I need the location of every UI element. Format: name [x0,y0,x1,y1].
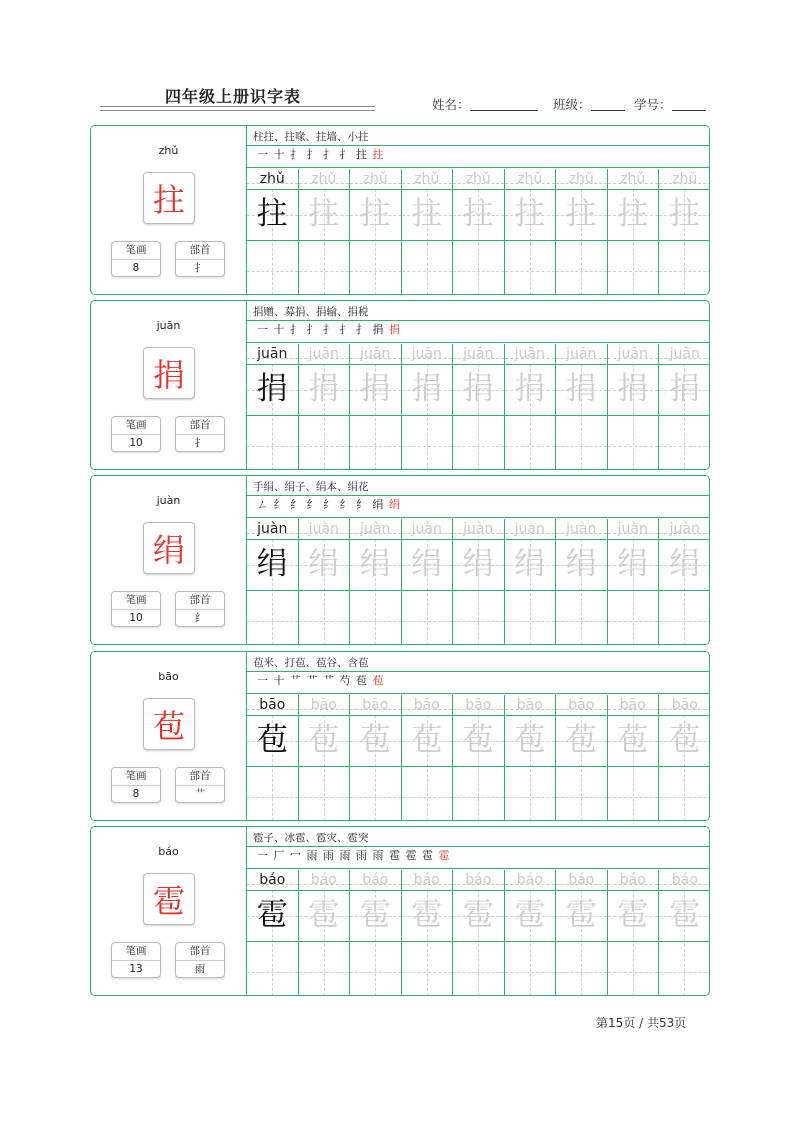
practice-pinyin: zhǔ [414,171,440,187]
example-words: 捐赠、募捐、捐输、捐税 [253,306,369,318]
practice-char: 雹 [617,897,649,933]
practice-pinyin: bāo [671,697,698,713]
stroke-count-label: 笔画 [112,592,160,610]
practice-cell[interactable] [505,695,557,821]
stroke-order-steps: ㄥ 纟 纟 纟 纟 纟 纟 绢 [257,498,385,511]
stroke-count-value: 8 [132,788,140,800]
practice-pinyin: juān [566,346,597,362]
practice-char: 拄 [514,196,546,232]
practice-cell[interactable] [659,519,710,645]
stroke-order [257,672,384,688]
practice-grid [247,169,710,295]
practice-pinyin: bāo [259,697,286,713]
practice-pinyin: báo [568,872,595,888]
practice-cell[interactable] [453,344,505,470]
radical-label: 部首 [176,768,224,786]
practice-grid [247,519,710,645]
practice-char: 绢 [617,546,649,582]
char-pinyin: juān [156,319,181,332]
name-field [432,95,538,113]
practice-char: 绢 [411,546,443,582]
practice-cell[interactable] [659,870,710,996]
char-pinyin: bāo [158,670,179,683]
practice-panel [247,126,709,294]
practice-pinyin: bāo [413,697,440,713]
practice-cell[interactable] [402,169,454,295]
practice-cell[interactable] [608,519,660,645]
practice-pinyin: báo [362,872,389,888]
char-display: 雹 [143,873,195,925]
practice-pinyin: bāo [465,697,492,713]
stroke-count-value: 8 [132,262,140,274]
practice-char: 拄 [411,196,443,232]
practice-pinyin: zhǔ [672,171,698,187]
stroke-order [257,321,401,337]
practice-pinyin: zhǔ [311,171,337,187]
stroke-count-label: 笔画 [112,768,160,786]
practice-pinyin: zhǔ [362,171,388,187]
stroke-order-steps: 一 厂 冖 雨 雨 雨 雨 雨 雹 雹 雹 [257,849,434,862]
practice-char: 苞 [669,722,701,758]
practice-char: 雹 [308,897,340,933]
practice-char: 捐 [617,371,649,407]
example-words: 苞米、打苞、苞谷、含苞 [253,657,369,669]
practice-char: 捐 [411,371,443,407]
stroke-order-steps: 一 十 扌 扌 扌 扌 拄 [257,148,368,161]
example-words: 雹子、冰雹、雹灾、雹突 [253,832,369,844]
practice-cell[interactable] [608,695,660,821]
practice-pinyin: báo [619,872,646,888]
practice-char: 绢 [308,546,340,582]
char-info-panel [91,476,247,644]
radical-label: 部首 [176,417,224,435]
practice-cell[interactable] [299,519,351,645]
stroke-count-box [111,942,161,978]
practice-pinyin: juàn [463,521,494,537]
practice-char: 苞 [411,722,443,758]
practice-pinyin: juān [463,346,494,362]
practice-cell[interactable] [247,870,299,996]
practice-cell[interactable] [505,344,557,470]
practice-pinyin: zhǔ [517,171,543,187]
practice-pinyin: bāo [516,697,543,713]
practice-char: 雹 [359,897,391,933]
practice-cell[interactable] [247,169,299,295]
class-label: 班级： [553,97,591,112]
practice-pinyin: juàn [566,521,597,537]
practice-char: 绢 [462,546,494,582]
practice-char: 苞 [514,722,546,758]
id-field [634,95,706,113]
practice-cell[interactable] [350,695,402,821]
practice-char: 捐 [669,371,701,407]
stroke-order [257,146,384,162]
practice-pinyin: juān [411,346,442,362]
title-rule-bottom [100,110,375,111]
practice-char: 捐 [565,371,597,407]
stroke-count-value: 10 [129,612,143,624]
char-display: 捐 [143,347,195,399]
example-words: 手绢、绢子、绢本、绢花 [253,481,369,493]
practice-char: 苞 [565,722,597,758]
practice-char: 雹 [256,897,288,933]
practice-cell[interactable] [659,695,710,821]
practice-pinyin: báo [413,872,440,888]
practice-pinyin: bāo [568,697,595,713]
stroke-order [257,496,401,512]
practice-cell[interactable] [608,169,660,295]
practice-pinyin: juàn [617,521,648,537]
practice-char: 苞 [462,722,494,758]
stroke-count-label: 笔画 [112,417,160,435]
stroke-order [257,847,450,863]
practice-pinyin: juān [360,346,391,362]
practice-cell[interactable] [453,695,505,821]
practice-pinyin: báo [671,872,698,888]
practice-cell[interactable] [453,169,505,295]
radical-value: 艹 [194,788,206,800]
id-label: 学号： [634,97,672,112]
practice-cell[interactable] [505,870,557,996]
practice-pinyin: juān [617,346,648,362]
practice-char: 拄 [462,196,494,232]
practice-char: 苞 [308,722,340,758]
char-info-panel [91,652,247,820]
practice-char: 拄 [617,196,649,232]
practice-pinyin: zhǔ [465,171,491,187]
practice-char: 雹 [411,897,443,933]
practice-char: 捐 [462,371,494,407]
title-rule-top [100,106,375,107]
practice-char: 绢 [359,546,391,582]
practice-char: 绢 [514,546,546,582]
practice-cell[interactable] [453,870,505,996]
practice-char: 捐 [308,371,340,407]
practice-cell[interactable] [247,344,299,470]
practice-char: 捐 [256,371,288,407]
practice-pinyin: zhǔ [568,171,594,187]
practice-cell[interactable] [453,519,505,645]
char-pinyin: juàn [156,494,181,507]
practice-char: 苞 [256,722,288,758]
practice-cell[interactable] [247,695,299,821]
practice-cell[interactable] [350,870,402,996]
char-display: 苞 [143,698,195,750]
radical-label: 部首 [176,242,224,260]
practice-char: 雹 [514,897,546,933]
practice-pinyin: báo [259,872,286,888]
practice-cell[interactable] [299,695,351,821]
practice-pinyin: báo [465,872,492,888]
stroke-count-box [111,591,161,627]
class-field [553,95,625,113]
stroke-order-final: 苞 [372,674,385,687]
practice-cell[interactable] [608,344,660,470]
char-info-panel [91,827,247,995]
radical-box [175,241,225,277]
char-card [90,475,710,645]
example-words: 柱拄、拄喙、拄墙、小拄 [253,131,369,143]
practice-cell[interactable] [556,870,608,996]
page-number: 第15页 / 共53页 [596,1016,687,1030]
id-blank[interactable] [672,98,706,111]
practice-cell[interactable] [402,344,454,470]
practice-cell[interactable] [556,344,608,470]
practice-pinyin: juàn [411,521,442,537]
radical-label: 部首 [176,943,224,961]
practice-pinyin: bāo [310,697,337,713]
practice-cell[interactable] [402,870,454,996]
char-display: 拄 [143,172,195,224]
stroke-order-steps: 一 十 艹 艹 艹 芍 苞 [257,674,368,687]
practice-cell[interactable] [608,870,660,996]
practice-pinyin: báo [516,872,543,888]
practice-cell[interactable] [350,519,402,645]
practice-char: 捐 [514,371,546,407]
practice-char: 绢 [565,546,597,582]
stroke-order-final: 拄 [372,148,385,161]
stroke-count-box [111,241,161,277]
practice-grid [247,695,710,821]
practice-grid [247,344,710,470]
practice-cell[interactable] [299,169,351,295]
practice-pinyin: zhǔ [620,171,646,187]
stroke-count-value: 10 [129,437,143,449]
practice-char: 拄 [359,196,391,232]
practice-cell[interactable] [299,344,351,470]
page-title: 四年级上册识字表 [165,87,302,106]
char-card [90,125,710,295]
practice-panel [247,476,709,644]
radical-box [175,767,225,803]
practice-pinyin: juān [257,346,288,362]
char-pinyin: zhǔ [158,144,179,157]
practice-pinyin: juàn [308,521,339,537]
practice-cell[interactable] [402,519,454,645]
practice-char: 绢 [256,546,288,582]
char-card [90,651,710,821]
radical-value: 雨 [194,963,206,975]
practice-pinyin: juàn [514,521,545,537]
char-card [90,300,710,470]
stroke-order-final: 绢 [388,498,401,511]
practice-cell[interactable] [556,519,608,645]
stroke-count-label: 笔画 [112,943,160,961]
practice-panel [247,827,709,995]
practice-char: 雹 [565,897,597,933]
radical-box [175,591,225,627]
name-blank[interactable] [470,98,538,111]
practice-pinyin: bāo [362,697,389,713]
stroke-order-final: 捐 [388,323,401,336]
practice-pinyin: báo [310,872,337,888]
practice-pinyin: juàn [669,521,700,537]
char-card [90,826,710,996]
stroke-order-steps: 一 十 扌 扌 扌 扌 扌 捐 [257,323,385,336]
char-info-panel [91,126,247,294]
practice-grid [247,870,710,996]
practice-pinyin: bāo [619,697,646,713]
stroke-count-value: 13 [129,963,143,975]
practice-cell[interactable] [402,695,454,821]
practice-char: 拄 [308,196,340,232]
practice-pinyin: zhǔ [259,171,285,187]
practice-char: 苞 [359,722,391,758]
radical-box [175,416,225,452]
practice-char: 苞 [617,722,649,758]
practice-cell[interactable] [350,169,402,295]
radical-value: 纟 [194,612,206,624]
radical-box [175,942,225,978]
practice-pinyin: juàn [360,521,391,537]
radical-label: 部首 [176,592,224,610]
char-info-panel [91,301,247,469]
practice-char: 绢 [669,546,701,582]
radical-value: 扌 [194,437,206,449]
practice-cell[interactable] [299,870,351,996]
practice-cell[interactable] [247,519,299,645]
practice-char: 捐 [359,371,391,407]
stroke-count-box [111,767,161,803]
class-blank[interactable] [591,98,625,111]
practice-char: 雹 [669,897,701,933]
stroke-count-box [111,416,161,452]
practice-char: 拄 [256,196,288,232]
practice-cell[interactable] [556,695,608,821]
char-display: 绢 [143,522,195,574]
radical-value: 扌 [194,262,206,274]
practice-cell[interactable] [556,169,608,295]
name-label: 姓名： [432,97,470,112]
practice-char: 雹 [462,897,494,933]
practice-char: 拄 [565,196,597,232]
stroke-count-label: 笔画 [112,242,160,260]
practice-panel [247,301,709,469]
char-pinyin: báo [158,845,179,858]
practice-cell[interactable] [659,344,710,470]
practice-cell[interactable] [659,169,710,295]
practice-cell[interactable] [505,169,557,295]
stroke-order-final: 雹 [438,849,451,862]
practice-pinyin: juàn [257,521,288,537]
practice-cell[interactable] [505,519,557,645]
practice-pinyin: juān [514,346,545,362]
practice-panel [247,652,709,820]
practice-char: 拄 [669,196,701,232]
practice-cell[interactable] [350,344,402,470]
practice-pinyin: juān [669,346,700,362]
practice-pinyin: juān [308,346,339,362]
